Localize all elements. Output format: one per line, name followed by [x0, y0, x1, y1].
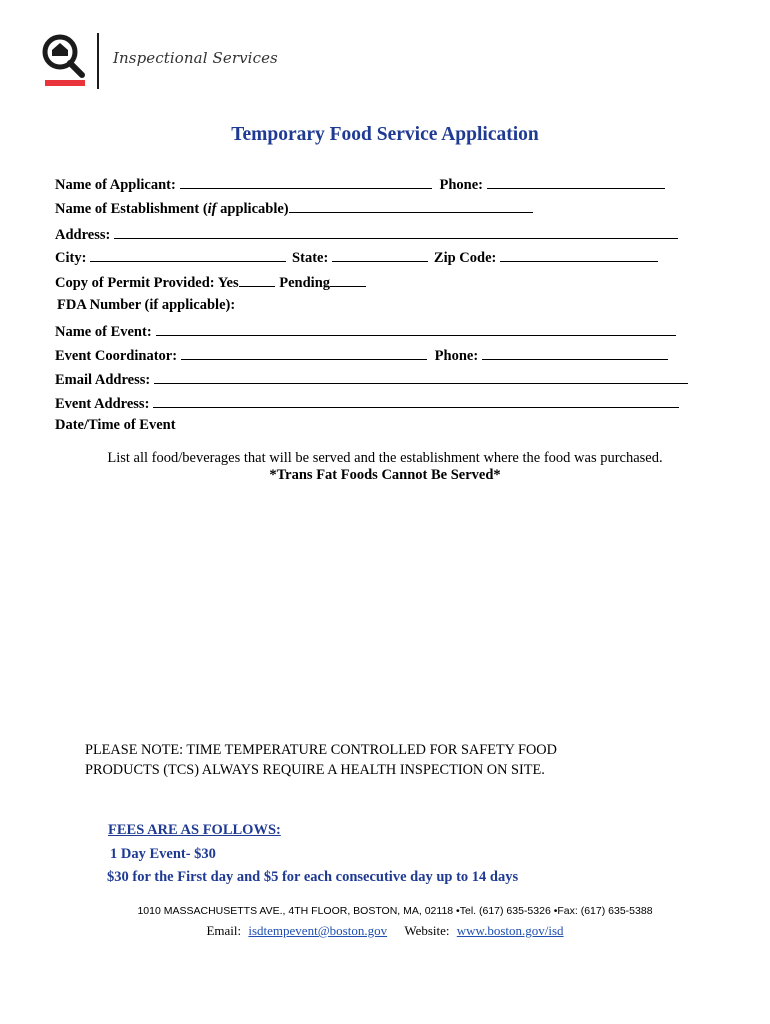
coordinator-row	[55, 345, 668, 363]
event-address-row	[55, 393, 679, 411]
establishment-row	[55, 198, 533, 216]
address-field[interactable]	[114, 224, 678, 239]
tcs-note-line-1: PLEASE NOTE: TIME TEMPERATURE CONTROLLED FOR SAFETY FOOD	[85, 742, 557, 758]
establishment-label: Name of Establishment (if applicable)	[55, 201, 289, 217]
event-name-row	[55, 321, 676, 339]
food-list-area[interactable]	[55, 490, 695, 735]
tcs-note-line-2: PRODUCTS (TCS) ALWAYS REQUIRE A HEALTH INSPECTION ON SITE.	[85, 762, 545, 778]
zip-field[interactable]	[500, 247, 658, 262]
permit-yes-label: Copy of Permit Provided: Yes	[55, 275, 239, 291]
email-row	[55, 369, 688, 387]
email-field[interactable]	[154, 369, 688, 384]
permit-pending-field[interactable]	[330, 272, 366, 287]
applicant-phone-field[interactable]	[487, 174, 665, 189]
coordinator-phone-field[interactable]	[482, 345, 668, 360]
applicant-row	[55, 174, 665, 192]
fda-label: FDA Number (if applicable):	[57, 297, 236, 313]
datetime-row	[55, 416, 176, 434]
city-row	[55, 247, 658, 265]
applicant-phone-label: Phone:	[439, 177, 483, 193]
applicant-label: Name of Applicant:	[55, 177, 176, 193]
zip-label: Zip Code:	[433, 250, 497, 266]
permit-pending-label: Pending	[279, 275, 331, 291]
coordinator-label: Event Coordinator:	[55, 348, 178, 364]
city-label: City:	[55, 250, 87, 266]
house-magnifier-icon	[40, 34, 90, 90]
address-label: Address:	[55, 227, 111, 243]
footer-contact	[0, 923, 770, 939]
footer-email-link[interactable]: isdtempevent@boston.gov	[248, 923, 388, 938]
state-label: State:	[292, 250, 329, 266]
inspectional-services-logo	[40, 34, 90, 90]
establishment-field[interactable]	[289, 198, 533, 213]
footer-website-link[interactable]: www.boston.gov/isd	[456, 923, 564, 938]
state-field[interactable]	[332, 247, 428, 262]
city-field[interactable]	[90, 247, 286, 262]
event-address-label: Event Address:	[55, 396, 150, 412]
fees-heading: FEES ARE AS FOLLOWS:	[108, 822, 281, 838]
fda-row	[57, 296, 235, 314]
tcs-note	[85, 740, 557, 780]
department-name: Inspectional Services	[113, 49, 278, 67]
event-name-field[interactable]	[156, 321, 676, 336]
permit-row	[55, 272, 366, 290]
footer-website-label: Website:	[404, 923, 450, 938]
address-row	[55, 224, 678, 242]
coordinator-field[interactable]	[181, 345, 427, 360]
footer-address: 1010 MASSACHUSETTS AVE., 4TH FLOOR, BOSTON, MA, 02118 •Tel. (617) 635-5326 •Fax: (617) 635-5388	[137, 905, 653, 917]
fee-multi-day: $30 for the First day and $5 for each consecutive day up to 14 days	[107, 869, 519, 885]
event-address-field[interactable]	[153, 393, 679, 408]
datetime-label: Date/Time of Event	[55, 417, 176, 433]
food-list-instructions: List all food/beverages that will be served and the establishment where the food was purchased.	[107, 450, 663, 466]
email-label: Email Address:	[55, 372, 151, 388]
page-title: Temporary Food Service Application	[231, 124, 539, 145]
header-divider	[97, 33, 99, 89]
footer-email-label: Email:	[206, 923, 242, 938]
permit-yes-field[interactable]	[239, 272, 275, 287]
fee-one-day: 1 Day Event- $30	[110, 846, 216, 862]
coordinator-phone-label: Phone:	[434, 348, 479, 364]
trans-fat-warning: *Trans Fat Foods Cannot Be Served*	[269, 467, 501, 483]
event-name-label: Name of Event:	[55, 324, 152, 340]
applicant-field[interactable]	[180, 174, 432, 189]
